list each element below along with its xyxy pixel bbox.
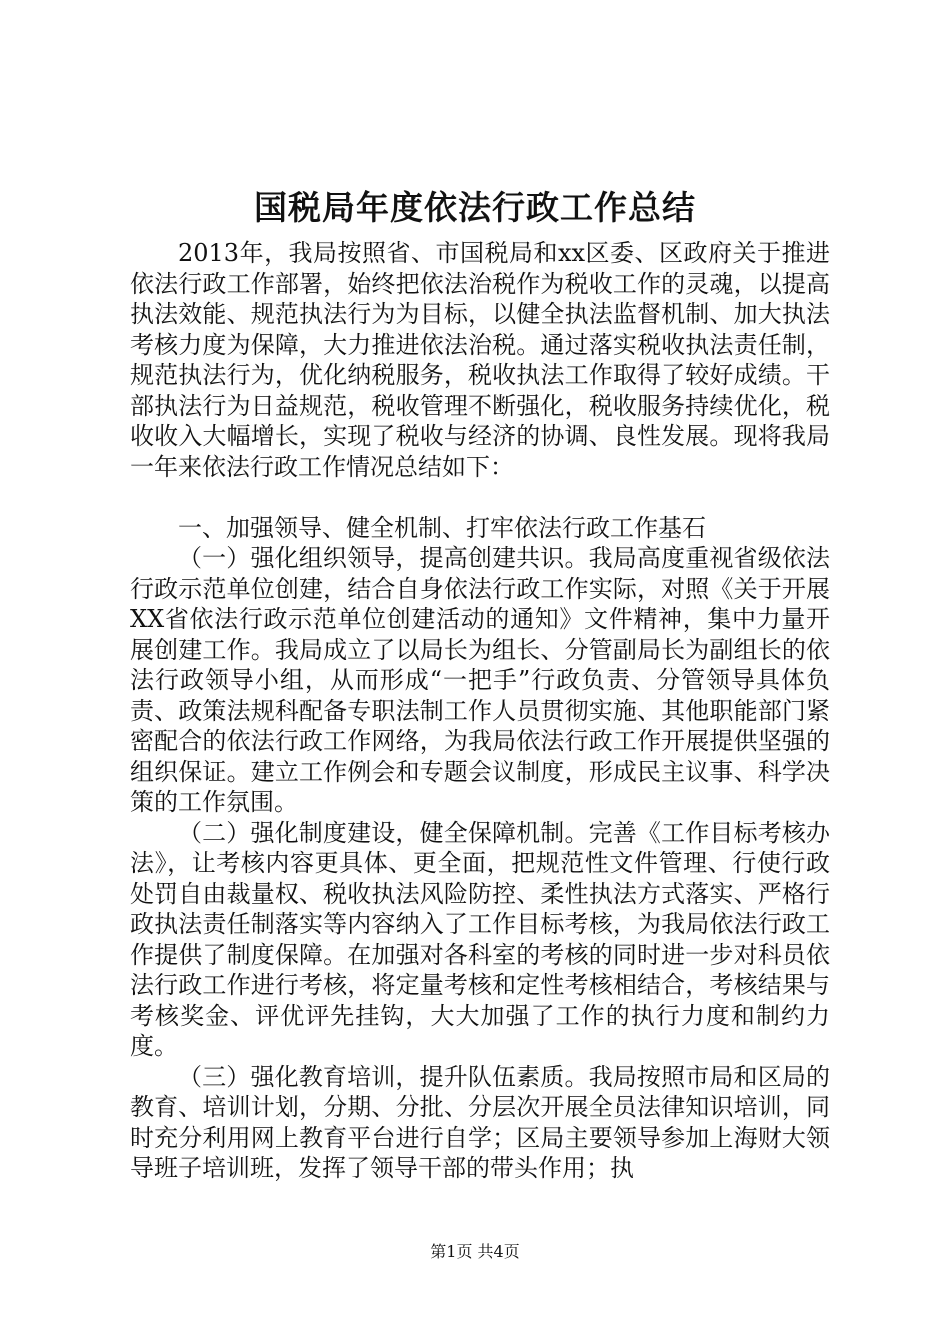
intro-paragraph: 2013年，我局按照省、市国税局和xx区委、区政府关于推进依法行政工作部署，始终把依法治税作为税收工作的灵魂，以提高执法效能、规范执法行为为目标，以健全执法监督机制、加大执法考核力度为保障，大力推进依法治税。通过落实税收执法责任制，规范执法行为，优化纳税服务，税收执法工作取得了较好成绩。干部执法行为日益规范，税收管理不断强化，税收服务持续优化，税收收入大幅增长，实现了税收与经济的协调、良性发展。现将我局一年来依法行政工作情况总结如下：: [130, 239, 830, 481]
subsection-paragraph-2: （二）强化制度建设，健全保障机制。完善《工作目标考核办法》，让考核内容更具体、更全面，把规范性文件管理、行使行政处罚自由裁量权、税收执法风险防控、柔性执法方式落实、严格行政执法责任制落实等内容纳入了工作目标考核，为我局依法行政工作提供了制度保障。在加强对各科室的考核的同时进一步对科员依法行政工作进行考核，将定量考核和定性考核相结合，考核结果与考核奖金、评优评先挂钩，大大加强了工作的执行力度和制约力度。: [130, 818, 830, 1060]
document-body: [130, 238, 830, 1184]
document-title: 国税局年度依法行政工作总结: [254, 188, 696, 227]
section-heading-1: 一、加强领导、健全机制、打牢依法行政工作基石: [178, 513, 706, 542]
subsection-paragraph-1: （一）强化组织领导，提高创建共识。我局高度重视省级依法行政示范单位创建，结合自身依法行政工作实际，对照《关于开展XX省依法行政示范单位创建活动的通知》文件精神，集中力量开展创建工作。我局成立了以局长为组长、分管副局长为副组长的依法行政领导小组，从而形成“一把手”行政负责、分管领导具体负责、政策法规科配备专职法制工作人员贯彻实施、其他职能部门紧密配合的依法行政工作网络，为我局依法行政工作开展提供坚强的组织保证。建立工作例会和专题会议制度，形成民主议事、科学决策的工作氛围。: [130, 544, 830, 816]
page-number-footer: 第1页 共4页: [430, 1242, 520, 1261]
subsection-paragraph-3: （三）强化教育培训，提升队伍素质。我局按照市局和区局的教育、培训计划，分期、分批、分层次开展全员法律知识培训，同时充分利用网上教育平台进行自学；区局主要领导参加上海财大领导班子培训班，发挥了领导干部的带头作用；执: [130, 1062, 830, 1182]
